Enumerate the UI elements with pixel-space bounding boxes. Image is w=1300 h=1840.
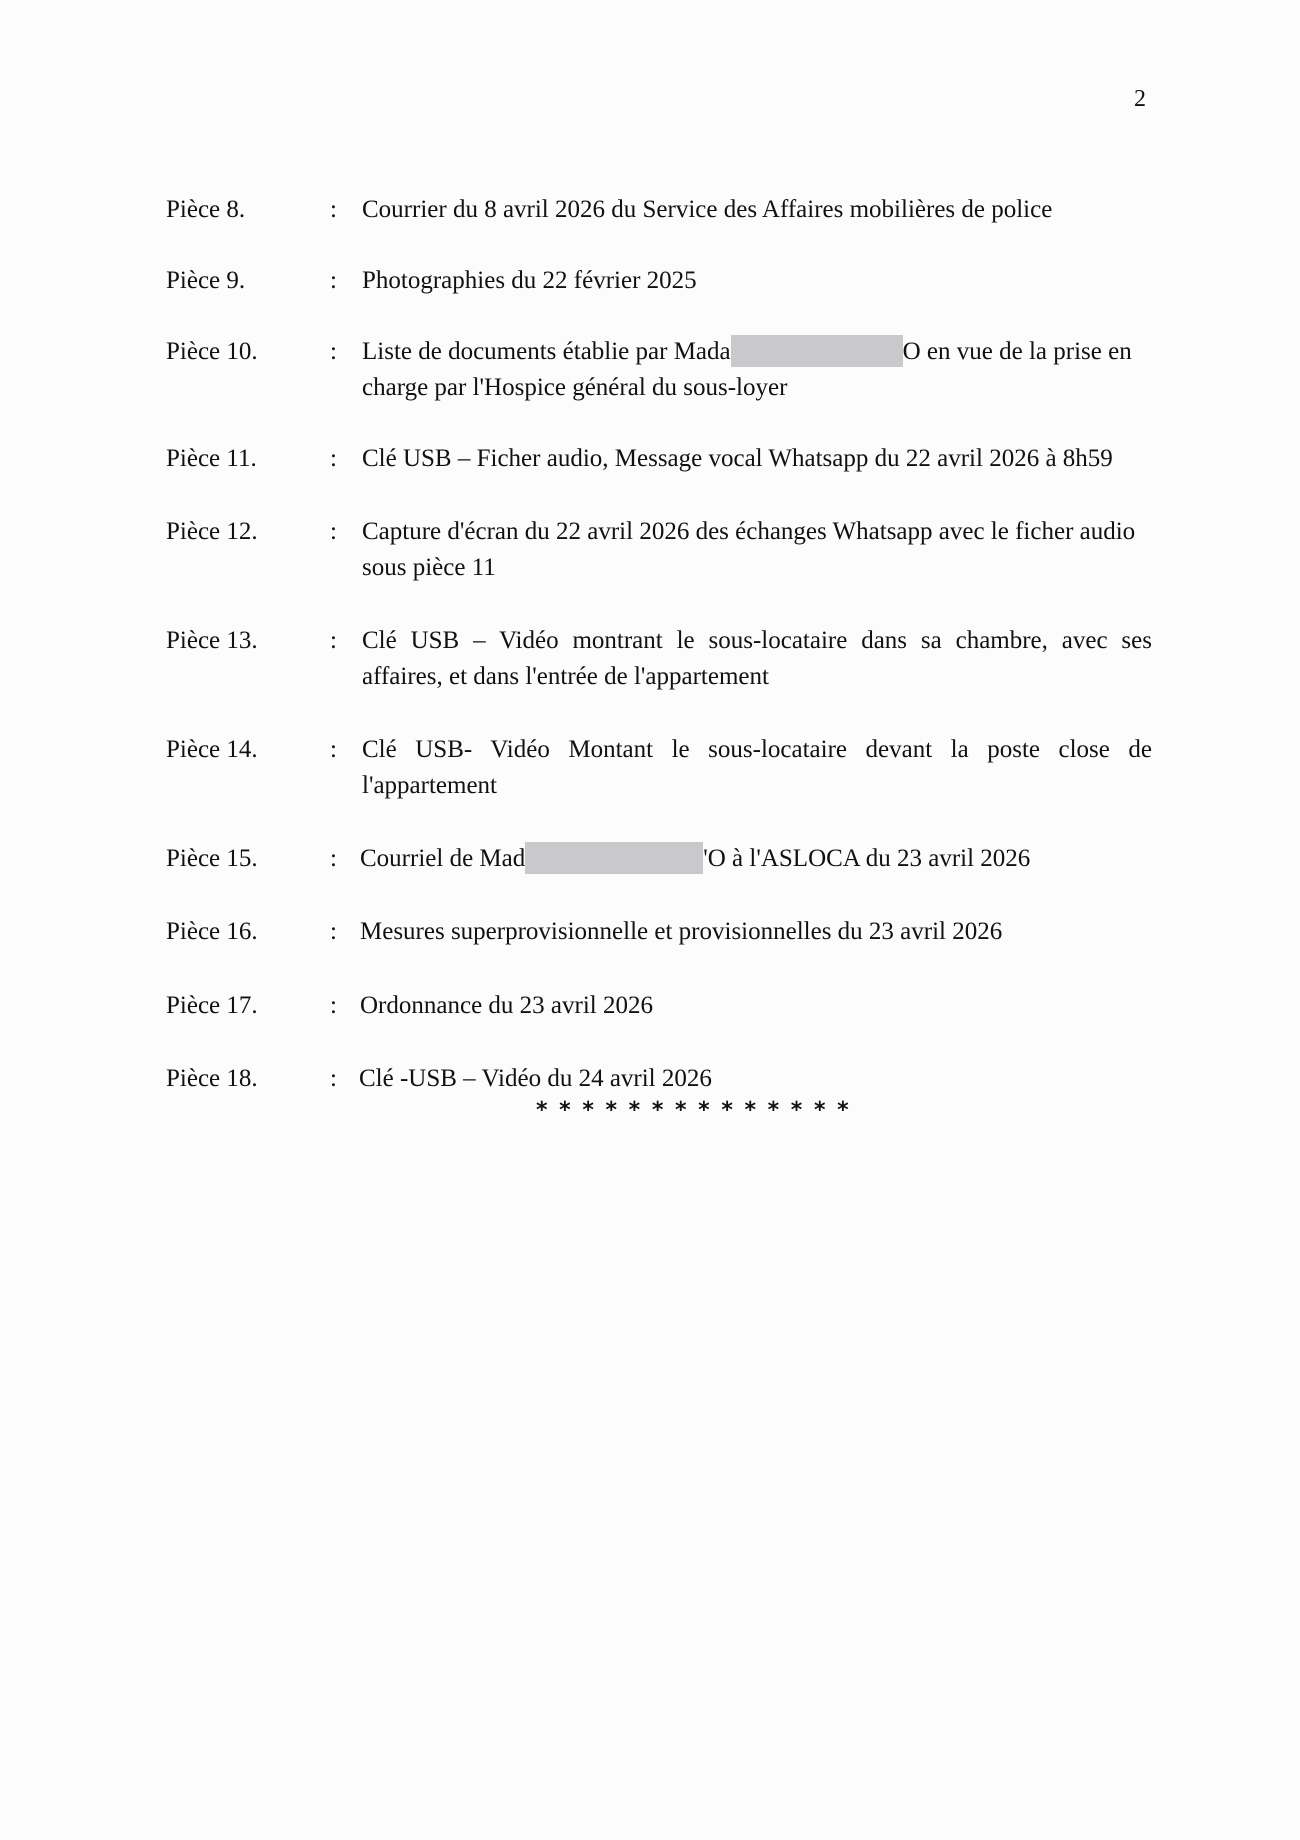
exhibit-label: Pièce 15.: [166, 845, 258, 872]
exhibit-label: Pièce 17.: [166, 992, 258, 1019]
exhibit-description: [362, 441, 1152, 477]
exhibit-description-line: Clé USB – Ficher audio, Message vocal Whatsapp du 22 avril 2026 à 8h59: [362, 445, 1113, 472]
exhibit-text-after-redaction: O en vue de la prise en: [902, 338, 1132, 365]
exhibit-label: Pièce 18.: [166, 1065, 258, 1092]
exhibit-label: Pièce 14.: [166, 736, 258, 763]
exhibit-description-line: affaires, et dans l'entrée de l'appartement: [362, 663, 769, 690]
exhibit-description: [362, 263, 1152, 299]
exhibit-label: Pièce 10.: [166, 338, 258, 365]
exhibit-description-line: [360, 841, 1150, 877]
exhibit-label: Pièce 13.: [166, 627, 258, 654]
exhibit-colon: :: [330, 267, 337, 294]
exhibit-description-line: l'appartement: [362, 772, 497, 799]
exhibit-description: [362, 732, 1152, 804]
exhibit-label: Pièce 11.: [166, 445, 257, 472]
exhibit-description-line: Capture d'écran du 22 avril 2026 des échanges Whatsapp avec le ficher audio: [362, 518, 1136, 545]
exhibit-description-line: [362, 334, 1152, 370]
exhibit-description-line: Ordonnance du 23 avril 2026: [360, 992, 653, 1019]
exhibit-description: [360, 914, 1150, 950]
exhibit-colon: :: [330, 627, 337, 654]
separator-asterisks: * * * * * * * * * * * * * *: [536, 1098, 851, 1123]
exhibit-description-line: sous pièce 11: [362, 554, 496, 581]
exhibit-colon: :: [330, 338, 337, 365]
exhibit-text-before-redaction: Liste de documents établie par Mada: [362, 338, 731, 365]
exhibit-description-line: Clé USB – Vidéo montrant le sous-locataire dans sa chambre, avec ses: [362, 627, 1152, 654]
exhibit-description: [360, 988, 1150, 1024]
exhibit-colon: :: [330, 1065, 337, 1092]
exhibit-colon: :: [330, 445, 337, 472]
exhibit-colon: :: [330, 196, 337, 223]
exhibit-description-line: charge par l'Hospice général du sous-loyer: [362, 374, 788, 401]
exhibit-description-line: Clé USB- Vidéo Montant le sous-locataire devant la poste close de: [362, 736, 1152, 763]
exhibit-label: Pièce 9.: [166, 267, 246, 294]
exhibit-description: [362, 514, 1152, 586]
redaction-box: [731, 335, 903, 367]
exhibit-label: Pièce 12.: [166, 518, 258, 545]
exhibit-label: Pièce 16.: [166, 918, 258, 945]
exhibit-description: [362, 192, 1152, 228]
exhibit-text-after-redaction: 'O à l'ASLOCA du 23 avril 2026: [703, 845, 1031, 872]
exhibit-description-line: Clé -USB – Vidéo du 24 avril 2026: [359, 1065, 712, 1092]
page-number: 2: [1134, 86, 1146, 112]
exhibit-description-line: Courrier du 8 avril 2026 du Service des Affaires mobilières de police: [362, 196, 1053, 223]
exhibit-description: [359, 1061, 1149, 1097]
exhibit-description-line: Mesures superprovisionnelle et provisionnelles du 23 avril 2026: [360, 918, 1003, 945]
exhibit-colon: :: [330, 992, 337, 1019]
exhibit-colon: :: [330, 518, 337, 545]
exhibit-description-line: Photographies du 22 février 2025: [362, 267, 697, 294]
exhibit-colon: :: [330, 736, 337, 763]
exhibit-description: [362, 623, 1152, 695]
exhibit-description: [360, 841, 1150, 877]
exhibit-label: Pièce 8.: [166, 196, 246, 223]
exhibit-colon: :: [330, 845, 337, 872]
exhibit-description: [362, 334, 1152, 406]
exhibit-colon: :: [330, 918, 337, 945]
redaction-box: [525, 842, 703, 874]
exhibit-text-before-redaction: Courriel de Mad: [360, 845, 526, 872]
